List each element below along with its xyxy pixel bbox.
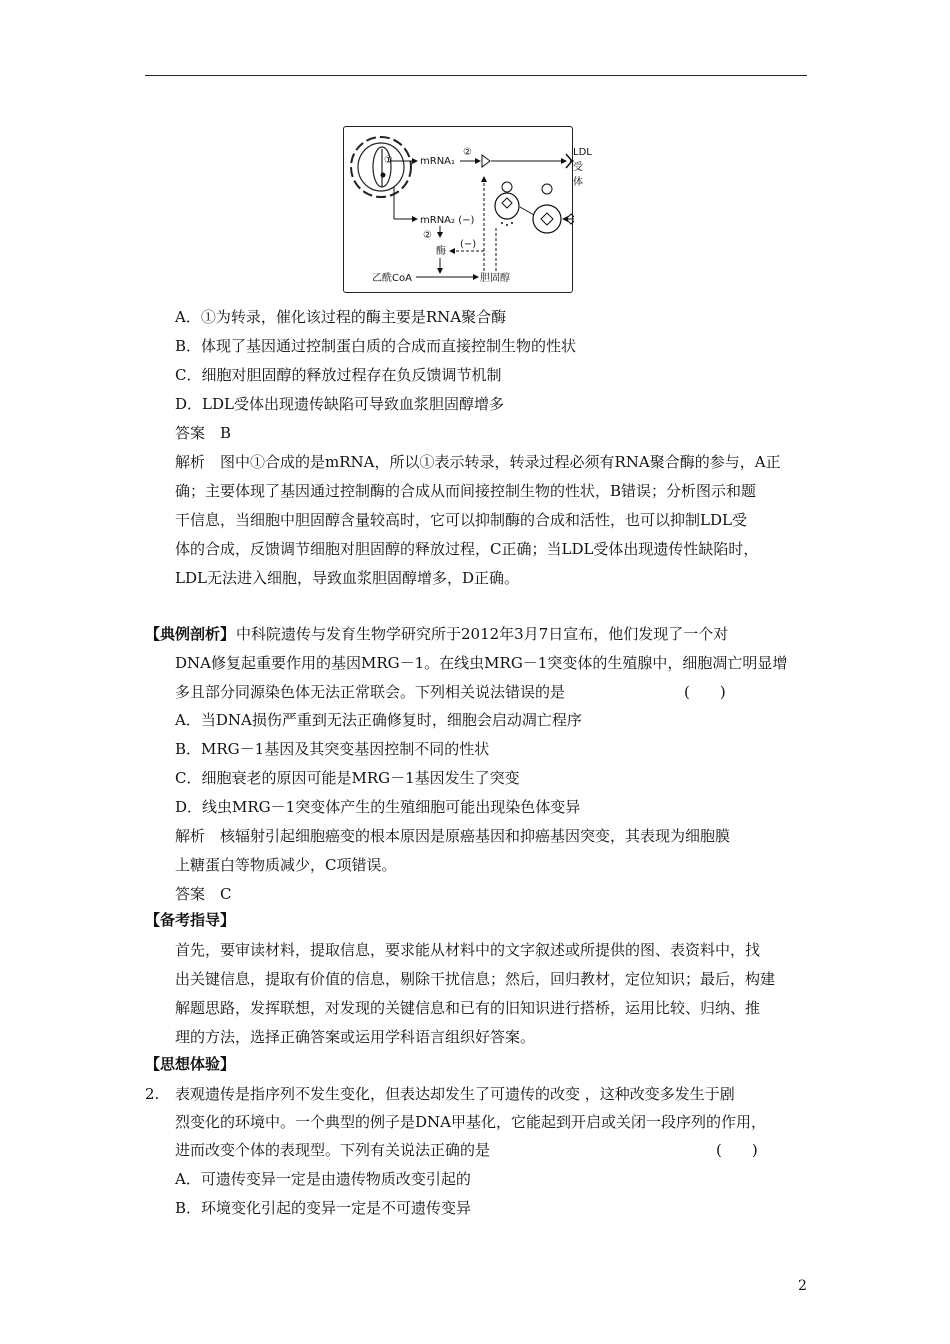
example-option-c: C．细胞衰老的原因可能是MRG－1基因发生了突变 bbox=[175, 769, 520, 787]
header-rule bbox=[145, 75, 807, 76]
experience-stem-line: 表观遗传是指序列不发生变化，但表达却发生了可遗传的改变 ，这种改变多发生于剧 bbox=[175, 1085, 735, 1103]
page-number: 2 bbox=[798, 1278, 807, 1294]
ldl-cholesterol-diagram bbox=[343, 126, 592, 293]
example-option-b: B．MRG－1基因及其突变基因控制不同的性状 bbox=[175, 740, 490, 758]
label-ldl-receptor: LDL受体 bbox=[573, 147, 592, 188]
example-option-d: D．线虫MRG－1突变体产生的生殖细胞可能出现染色体变异 bbox=[175, 798, 581, 816]
experience-number: 2. bbox=[145, 1085, 160, 1103]
label-neg: (−) bbox=[460, 239, 477, 250]
example-stem-line: DNA修复起重要作用的基因MRG－1。在线虫MRG－1突变体的生殖腺中，细胞凋亡明显增 bbox=[175, 654, 788, 672]
experience-stem-line: 进而改变个体的表现型。下列有关说法正确的是 bbox=[175, 1141, 491, 1159]
guide-line: 首先，要审读材料，提取信息，要求能从材料中的文字叙述或所提供的图、表资料中，找 bbox=[175, 941, 761, 959]
experience-stem-line: 烈变化的环境中。一个典型的例子是DNA甲基化，它能起到开启或关闭一段序列的作用， bbox=[175, 1113, 766, 1131]
nucleus bbox=[351, 137, 411, 197]
guide-line: 出关键信息，提取有价值的信息，剔除干扰信息；然后，回归教材，定位知识；最后，构建 bbox=[175, 970, 776, 988]
q1-analysis-line: 体的合成，反馈调节细胞对胆固醇的释放过程，C正确；当LDL受体出现遗传性缺陷时， bbox=[175, 540, 759, 558]
ribosome-shape-1 bbox=[482, 155, 490, 167]
q1-analysis-line: LDL无法进入细胞，导致血浆胆固醇增多，D正确。 bbox=[175, 569, 519, 587]
label-circle2b: ② bbox=[423, 230, 432, 241]
q1-analysis-line: 确；主要体现了基因通过控制酶的合成从而间接控制生物的性状，B错误；分析图示和题 bbox=[175, 482, 757, 500]
label-mrna1: mRNA₁ bbox=[420, 156, 456, 167]
example-analysis-line: 上糖蛋白等物质减少，C项错误。 bbox=[175, 856, 397, 874]
example-heading: 【典例剖析】 bbox=[145, 625, 236, 643]
q1-answer: 答案 B bbox=[175, 424, 232, 442]
diagram-svg bbox=[344, 127, 574, 294]
label-enzyme: 酶 bbox=[436, 246, 446, 257]
endosome bbox=[495, 182, 519, 226]
q1-analysis-line: 干信息，当细胞中胆固醇含量较高时，它可以抑制酶的合成和活性，也可以抑制LDL受 bbox=[175, 511, 747, 529]
q1-option-d: D．LDL受体出现遗传缺陷可导致血浆胆固醇增多 bbox=[175, 395, 504, 413]
example-answer-paren: ( ) bbox=[684, 683, 726, 701]
label-mrna2: mRNA₂ (−) bbox=[420, 215, 475, 226]
label-circle1: ① bbox=[384, 155, 393, 166]
label-circle2a: ② bbox=[463, 147, 472, 158]
label-cholesterol: 胆固醇 bbox=[480, 273, 510, 284]
guide-line: 理的方法，选择正确答案或运用学科语言组织好答案。 bbox=[175, 1028, 536, 1046]
q1-analysis-line: 解析 图中①合成的是mRNA，所以①表示转录，转录过程必须有RNA聚合酶的参与，A正 bbox=[175, 453, 781, 471]
example-answer: 答案 C bbox=[175, 885, 232, 903]
q1-option-a: A．①为转录，催化该过程的酶主要是RNA聚合酶 bbox=[175, 308, 507, 326]
guide-heading: 【备考指导】 bbox=[145, 911, 236, 929]
example-stem-line: 中科院遗传与发育生物学研究所于2012年3月7日宣布，他们发现了一个对 bbox=[236, 625, 729, 643]
example-stem-line: 多且部分同源染色体无法正常联会。下列相关说法错误的是 bbox=[175, 683, 566, 701]
experience-option-a: A．可遗传变异一定是由遗传物质改变引起的 bbox=[175, 1170, 471, 1188]
example-analysis-line: 解析 核辐射引起细胞癌变的根本原因是原癌基因和抑癌基因突变，其表现为细胞膜 bbox=[175, 827, 731, 845]
q1-option-c: C．细胞对胆固醇的释放过程存在负反馈调节机制 bbox=[175, 366, 502, 384]
label-acetyl-coa: 乙酰CoA bbox=[372, 273, 412, 284]
example-option-a: A．当DNA损伤严重到无法正确修复时，细胞会启动凋亡程序 bbox=[175, 711, 582, 729]
experience-option-b: B．环境变化引起的变异一定是不可遗传变异 bbox=[175, 1199, 472, 1217]
experience-answer-paren: ( ) bbox=[716, 1141, 758, 1159]
experience-heading: 【思想体验】 bbox=[145, 1055, 236, 1073]
ldl-vesicle bbox=[533, 184, 561, 233]
q1-option-b: B．体现了基因通过控制蛋白质的合成而直接控制生物的性状 bbox=[175, 337, 577, 355]
guide-line: 解题思路，发挥联想，对发现的关键信息和已有的旧知识进行搭桥，运用比较、归纳、推 bbox=[175, 999, 761, 1017]
